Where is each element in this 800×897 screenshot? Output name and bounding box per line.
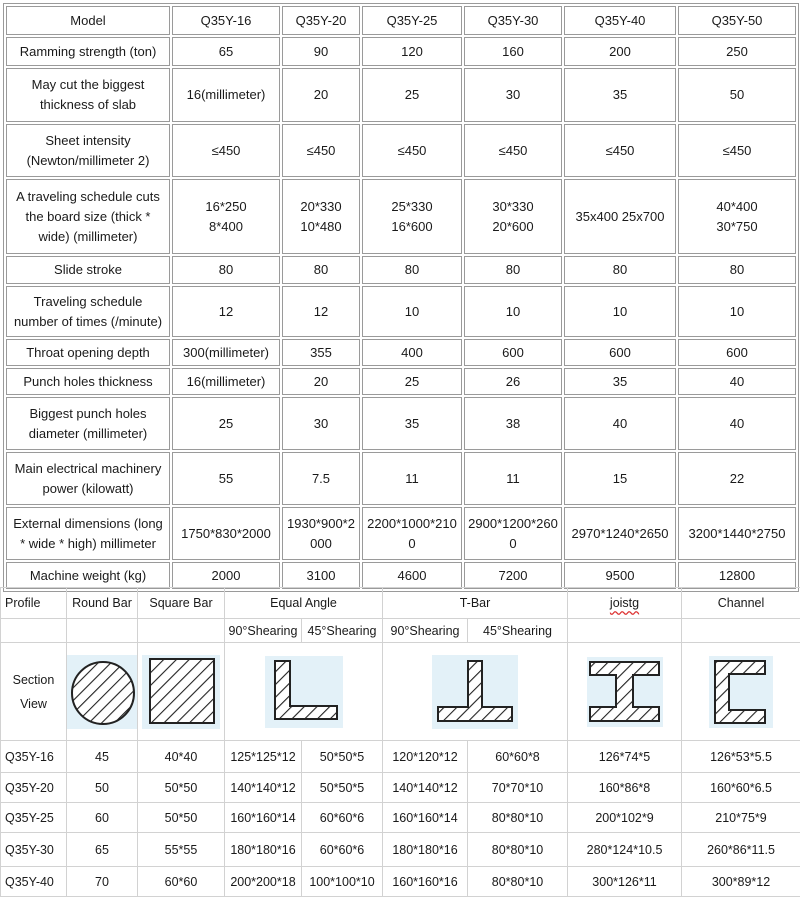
profile-capacity: 80*80*10 <box>468 833 568 867</box>
spec-value: 10 <box>362 286 462 337</box>
channel-header: Channel <box>682 588 800 619</box>
spec-label: A traveling schedule cuts the board size (thick * wide) (millimeter) <box>6 179 170 254</box>
profile-capacity: 50*50 <box>138 773 225 803</box>
spec-value: 80 <box>282 256 360 284</box>
spec-value: ≤450 <box>464 124 562 177</box>
spec-row <box>6 339 796 366</box>
profile-capacity: 126*53*5.5 <box>682 741 800 773</box>
spec-value: 2900*1200*260 0 <box>464 507 562 560</box>
spec-value: 38 <box>464 397 562 450</box>
profile-capacity: 40*40 <box>138 741 225 773</box>
spec-value: 1930*900*2 000 <box>282 507 360 560</box>
spec-value: 25 <box>362 68 462 122</box>
spec-row <box>6 368 796 395</box>
profile-capacity: 280*124*10.5 <box>568 833 682 867</box>
spec-row <box>6 256 796 284</box>
profile-capacity: 60*60 <box>138 867 225 897</box>
specs-header-row <box>6 6 796 35</box>
spec-value: ≤450 <box>172 124 280 177</box>
profile-capacity: 140*140*12 <box>383 773 468 803</box>
spec-value: 12800 <box>678 562 796 589</box>
profile-capacity: 45 <box>67 741 138 773</box>
spec-value: 2000 <box>172 562 280 589</box>
spec-value: 120 <box>362 37 462 66</box>
spec-value: 4600 <box>362 562 462 589</box>
spec-value: 90 <box>282 37 360 66</box>
profile-capacity: 65 <box>67 833 138 867</box>
spec-value: 20*330 10*480 <box>282 179 360 254</box>
section-view-label: Section View <box>1 643 67 741</box>
spec-value: 16(millimeter) <box>172 368 280 395</box>
spec-row <box>6 452 796 505</box>
model-column-header: Q35Y-50 <box>678 6 796 35</box>
spec-label: External dimensions (long * wide * high) millimeter <box>6 507 170 560</box>
spec-value: 160 <box>464 37 562 66</box>
spec-value: 9500 <box>564 562 676 589</box>
channel-section-icon <box>709 656 773 728</box>
spec-value: 25*330 16*600 <box>362 179 462 254</box>
spec-row <box>6 179 796 254</box>
spec-value: 15 <box>564 452 676 505</box>
spec-row <box>6 397 796 450</box>
spec-value: 3100 <box>282 562 360 589</box>
spec-value: 200 <box>564 37 676 66</box>
spec-value: 25 <box>362 368 462 395</box>
square-bar-header: Square Bar <box>138 588 225 619</box>
profile-capacity: 300*89*12 <box>682 867 800 897</box>
profile-row <box>1 741 800 773</box>
spec-value: 80 <box>172 256 280 284</box>
profile-capacity: 55*55 <box>138 833 225 867</box>
spec-value: 600 <box>678 339 796 366</box>
profile-capacity: 60 <box>67 803 138 833</box>
spec-row <box>6 124 796 177</box>
profile-capacity: 125*125*12 <box>225 741 302 773</box>
profile-capacity: 160*60*6.5 <box>682 773 800 803</box>
spec-value: 35 <box>564 368 676 395</box>
profile-capacity: 50*50 <box>138 803 225 833</box>
spec-value: 80 <box>362 256 462 284</box>
spec-value: 26 <box>464 368 562 395</box>
spec-label: May cut the biggest thickness of slab <box>6 68 170 122</box>
profile-capacity: 200*200*18 <box>225 867 302 897</box>
profile-capacity: 80*80*10 <box>468 803 568 833</box>
spec-value: 2200*1000*210 0 <box>362 507 462 560</box>
spec-value: 10 <box>564 286 676 337</box>
spec-label: Slide stroke <box>6 256 170 284</box>
spec-value: 50 <box>678 68 796 122</box>
profile-row <box>1 833 800 867</box>
spec-value: 30*330 20*600 <box>464 179 562 254</box>
spec-value: 7.5 <box>282 452 360 505</box>
spec-row <box>6 68 796 122</box>
spec-label: Main electrical machinery power (kilowatt) <box>6 452 170 505</box>
profile-capacity: 60*60*6 <box>302 803 383 833</box>
profile-capacity: 70 <box>67 867 138 897</box>
spec-value: 25 <box>172 397 280 450</box>
spec-value: 40 <box>678 397 796 450</box>
spec-value: 600 <box>564 339 676 366</box>
profile-row <box>1 803 800 833</box>
spec-row <box>6 562 796 589</box>
spec-value: 250 <box>678 37 796 66</box>
spec-value: 55 <box>172 452 280 505</box>
round-bar-section-icon <box>67 655 137 729</box>
profile-capacity-table <box>0 587 800 897</box>
model-header: Model <box>6 6 170 35</box>
profile-capacity: 50 <box>67 773 138 803</box>
model-column-header: Q35Y-20 <box>282 6 360 35</box>
model-column-header: Q35Y-30 <box>464 6 562 35</box>
profile-model: Q35Y-40 <box>1 867 67 897</box>
spec-value: 35 <box>362 397 462 450</box>
t-bar-header: T-Bar <box>383 588 568 619</box>
spec-value: 40 <box>564 397 676 450</box>
spec-value: ≤450 <box>362 124 462 177</box>
profile-capacity: 70*70*10 <box>468 773 568 803</box>
profile-capacity: 180*180*16 <box>383 833 468 867</box>
profile-capacity: 50*50*5 <box>302 773 383 803</box>
profile-capacity: 140*140*12 <box>225 773 302 803</box>
spec-value: 10 <box>678 286 796 337</box>
model-column-header: Q35Y-40 <box>564 6 676 35</box>
model-column-header: Q35Y-25 <box>362 6 462 35</box>
spec-value: 35 <box>564 68 676 122</box>
joist-header-label: joistg <box>610 596 639 610</box>
profile-capacity: 160*86*8 <box>568 773 682 803</box>
joist-header <box>568 588 682 619</box>
spec-value: 16(millimeter) <box>172 68 280 122</box>
profile-model: Q35Y-30 <box>1 833 67 867</box>
profile-capacity: 160*160*14 <box>225 803 302 833</box>
shearing-subheader-row <box>1 619 800 643</box>
spec-value: 11 <box>362 452 462 505</box>
spec-value: 65 <box>172 37 280 66</box>
profile-row <box>1 867 800 897</box>
spec-value: ≤450 <box>282 124 360 177</box>
profile-capacity: 260*86*11.5 <box>682 833 800 867</box>
spec-value: 22 <box>678 452 796 505</box>
spec-label: Ramming strength (ton) <box>6 37 170 66</box>
section-view-row <box>1 643 800 741</box>
spec-value: 12 <box>172 286 280 337</box>
profile-row <box>1 773 800 803</box>
spec-value: 20 <box>282 68 360 122</box>
spec-value: 30 <box>282 397 360 450</box>
machine-specs-table <box>3 3 799 592</box>
spec-value: 3200*1440*2750 <box>678 507 796 560</box>
profile-capacity: 60*60*8 <box>468 741 568 773</box>
profile-capacity: 160*160*14 <box>383 803 468 833</box>
profile-capacity: 80*80*10 <box>468 867 568 897</box>
spec-value: 600 <box>464 339 562 366</box>
profile-model: Q35Y-25 <box>1 803 67 833</box>
spec-value: 355 <box>282 339 360 366</box>
t-bar-90-header: 90°Shearing <box>383 619 468 643</box>
equal-angle-45-header: 45°Shearing <box>302 619 383 643</box>
spec-value: 1750*830*2000 <box>172 507 280 560</box>
spec-value: ≤450 <box>564 124 676 177</box>
spec-label: Biggest punch holes diameter (millimeter) <box>6 397 170 450</box>
profile-capacity: 200*102*9 <box>568 803 682 833</box>
profile-capacity: 50*50*5 <box>302 741 383 773</box>
spec-value: 300(millimeter) <box>172 339 280 366</box>
model-column-header: Q35Y-16 <box>172 6 280 35</box>
profile-capacity: 126*74*5 <box>568 741 682 773</box>
spec-value: 40 <box>678 368 796 395</box>
spec-label: Machine weight (kg) <box>6 562 170 589</box>
joist-section-icon <box>587 657 663 727</box>
profile-header-row <box>1 588 800 619</box>
spec-value: 20 <box>282 368 360 395</box>
round-bar-header: Round Bar <box>67 588 138 619</box>
spec-value: ≤450 <box>678 124 796 177</box>
spec-row <box>6 507 796 560</box>
spec-value: 11 <box>464 452 562 505</box>
spec-value: 40*400 30*750 <box>678 179 796 254</box>
spec-label: Sheet intensity (Newton/millimeter 2) <box>6 124 170 177</box>
profile-capacity: 210*75*9 <box>682 803 800 833</box>
spec-value: 80 <box>678 256 796 284</box>
spec-value: 12 <box>282 286 360 337</box>
spec-value: 10 <box>464 286 562 337</box>
spec-value: 16*250 8*400 <box>172 179 280 254</box>
profile-capacity: 180*180*16 <box>225 833 302 867</box>
spec-value: 2970*1240*2650 <box>564 507 676 560</box>
profile-capacity: 60*60*6 <box>302 833 383 867</box>
spec-value: 80 <box>564 256 676 284</box>
spec-value: 7200 <box>464 562 562 589</box>
spec-value: 80 <box>464 256 562 284</box>
spec-label: Traveling schedule number of times (/minute) <box>6 286 170 337</box>
spec-label: Throat opening depth <box>6 339 170 366</box>
t-bar-45-header: 45°Shearing <box>468 619 568 643</box>
profile-capacity: 160*160*16 <box>383 867 468 897</box>
profile-model: Q35Y-16 <box>1 741 67 773</box>
spec-row <box>6 286 796 337</box>
profile-capacity: 300*126*11 <box>568 867 682 897</box>
profile-capacity: 120*120*12 <box>383 741 468 773</box>
profile-model: Q35Y-20 <box>1 773 67 803</box>
equal-angle-90-header: 90°Shearing <box>225 619 302 643</box>
equal-angle-section-icon <box>265 656 343 728</box>
square-bar-section-icon <box>142 655 220 729</box>
spec-value: 30 <box>464 68 562 122</box>
spec-label: Punch holes thickness <box>6 368 170 395</box>
t-bar-section-icon <box>432 655 518 729</box>
equal-angle-header: Equal Angle <box>225 588 383 619</box>
spec-value: 35x400 25x700 <box>564 179 676 254</box>
profile-header: Profile <box>1 588 67 619</box>
spec-value: 400 <box>362 339 462 366</box>
profile-capacity: 100*100*10 <box>302 867 383 897</box>
spec-row <box>6 37 796 66</box>
